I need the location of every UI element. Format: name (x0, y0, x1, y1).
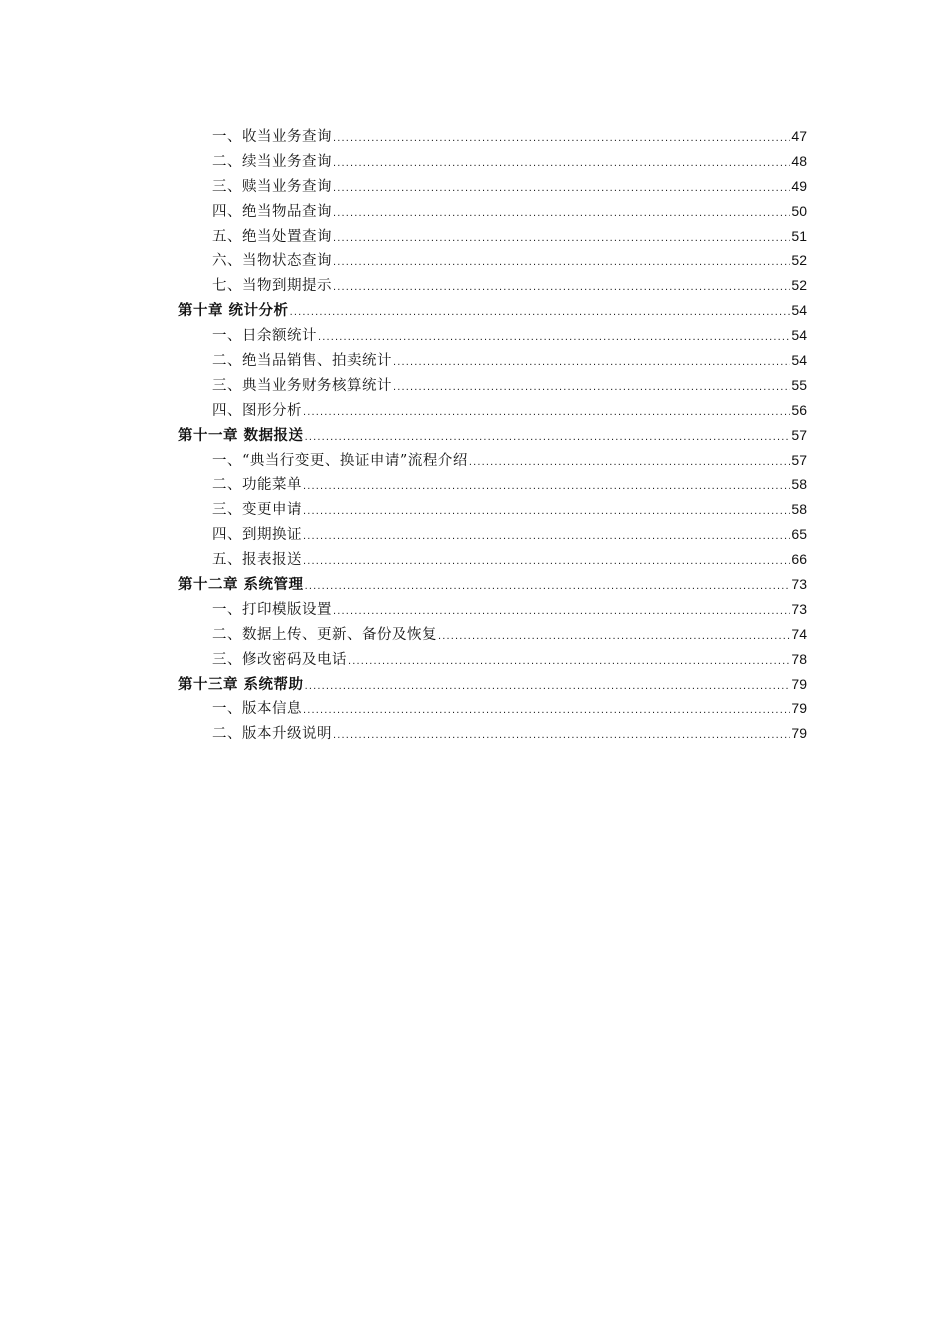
toc-page-number: 57 (791, 426, 807, 443)
toc-dot-leader (333, 176, 790, 199)
toc-section-entry[interactable] (178, 273, 807, 298)
toc-dot-leader (303, 524, 790, 547)
toc-dot-leader (303, 474, 790, 497)
toc-entry-title: 一、日余额统计 (212, 328, 317, 345)
toc-page-number: 54 (791, 302, 807, 319)
toc-page-number: 54 (791, 327, 807, 344)
toc-section-entry[interactable] (178, 597, 807, 622)
toc-entry-title: 第十章 统计分析 (178, 303, 289, 320)
toc-section-entry[interactable] (178, 622, 807, 647)
toc-entry-title: 第十一章 数据报送 (178, 427, 304, 444)
toc-section-entry[interactable] (178, 224, 807, 249)
toc-dot-leader (438, 624, 790, 647)
toc-section-entry[interactable] (178, 323, 807, 348)
toc-section-entry[interactable] (178, 174, 807, 199)
toc-dot-leader (333, 723, 790, 746)
toc-dot-leader (393, 350, 790, 373)
toc-page-number: 50 (791, 202, 807, 219)
toc-entry-title: 一、收当业务查询 (212, 129, 332, 145)
toc-dot-leader (305, 674, 791, 697)
toc-section-entry[interactable] (178, 199, 807, 224)
toc-entry-title: 四、到期换证 (212, 527, 302, 544)
toc-entry-title: 三、典当业务财务核算统计 (212, 377, 392, 394)
toc-section-entry[interactable] (178, 547, 807, 572)
toc-section-entry[interactable] (178, 348, 807, 373)
toc-page-number: 54 (791, 352, 807, 369)
toc-page-number: 51 (791, 227, 807, 244)
toc-page-number: 58 (791, 476, 807, 493)
toc-page-number: 78 (791, 650, 807, 667)
toc-dot-leader (333, 151, 790, 174)
toc-section-entry[interactable] (178, 696, 807, 721)
toc-dot-leader (305, 425, 791, 448)
toc-entry-title: 五、报表报送 (212, 552, 302, 569)
toc-section-entry[interactable] (178, 647, 807, 672)
toc-section-entry[interactable] (178, 448, 807, 473)
toc-dot-leader (348, 649, 790, 672)
toc-page-number: 79 (791, 725, 807, 742)
toc-section-entry[interactable] (178, 721, 807, 746)
toc-entry-title: 第十三章 系统帮助 (178, 676, 304, 693)
toc-entry-title: 五、绝当处置查询 (212, 228, 332, 245)
toc-page-number: 65 (791, 526, 807, 543)
toc-entry-title: 一、版本信息 (212, 701, 302, 718)
toc-entry-title: 三、修改密码及电话 (212, 651, 347, 668)
toc-dot-leader (333, 201, 790, 224)
toc-page-number: 55 (791, 376, 807, 393)
toc-dot-leader (303, 499, 790, 522)
toc-entry-title: 二、数据上传、更新、备份及恢复 (212, 626, 437, 643)
toc-section-entry[interactable] (178, 149, 807, 174)
toc-chapter-entry[interactable] (178, 298, 807, 323)
toc-page-number: 47 (791, 128, 807, 144)
toc-dot-leader (469, 450, 791, 473)
toc-section-entry[interactable] (178, 497, 807, 522)
toc-dot-leader (333, 226, 790, 249)
toc-entry-title: 三、变更申请 (212, 502, 302, 519)
toc-page-number: 74 (791, 625, 807, 642)
toc-entry-title: 一、“典当行变更、换证申请”流程介绍 (212, 452, 468, 469)
toc-page-number: 49 (791, 177, 807, 194)
toc-entry-title: 三、赎当业务查询 (212, 178, 332, 195)
toc-section-entry[interactable] (178, 248, 807, 273)
toc-section-entry[interactable] (178, 124, 807, 149)
toc-entry-title: 四、绝当物品查询 (212, 203, 332, 220)
toc-dot-leader (318, 325, 790, 348)
toc-entry-title: 二、版本升级说明 (212, 726, 332, 743)
toc-dot-leader (303, 698, 790, 721)
toc-entry-title: 七、当物到期提示 (212, 278, 332, 295)
toc-dot-leader (303, 549, 790, 572)
toc-chapter-entry[interactable] (178, 672, 807, 697)
table-of-contents (178, 124, 807, 746)
toc-chapter-entry[interactable] (178, 572, 807, 597)
toc-page-number: 73 (791, 600, 807, 617)
toc-page-number: 56 (791, 401, 807, 418)
toc-entry-title: 二、绝当品销售、拍卖统计 (212, 353, 392, 370)
toc-entry-title: 四、图形分析 (212, 402, 302, 419)
toc-section-entry[interactable] (178, 373, 807, 398)
toc-chapter-entry[interactable] (178, 423, 807, 448)
toc-page-number: 66 (791, 551, 807, 568)
toc-page-number: 79 (791, 700, 807, 717)
toc-entry-title: 一、打印模版设置 (212, 601, 332, 618)
toc-dot-leader (333, 126, 790, 149)
toc-section-entry[interactable] (178, 472, 807, 497)
toc-dot-leader (305, 574, 791, 597)
toc-page-number: 48 (791, 152, 807, 169)
toc-entry-title: 二、续当业务查询 (212, 153, 332, 170)
toc-dot-leader (393, 375, 790, 398)
toc-section-entry[interactable] (178, 522, 807, 547)
toc-entry-title: 第十二章 系统管理 (178, 577, 304, 594)
toc-page-number: 79 (791, 675, 807, 692)
toc-page-number: 57 (791, 451, 807, 468)
toc-entry-title: 二、功能菜单 (212, 477, 302, 494)
toc-dot-leader (333, 599, 790, 622)
toc-dot-leader (333, 250, 790, 273)
toc-entry-title: 六、当物状态查询 (212, 253, 332, 270)
toc-page-number: 58 (791, 501, 807, 518)
toc-dot-leader (290, 300, 791, 323)
toc-page-number: 73 (791, 576, 807, 593)
toc-section-entry[interactable] (178, 398, 807, 423)
toc-page-number: 52 (791, 252, 807, 269)
toc-dot-leader (303, 400, 790, 423)
toc-dot-leader (333, 275, 790, 298)
toc-page-number: 52 (791, 277, 807, 294)
